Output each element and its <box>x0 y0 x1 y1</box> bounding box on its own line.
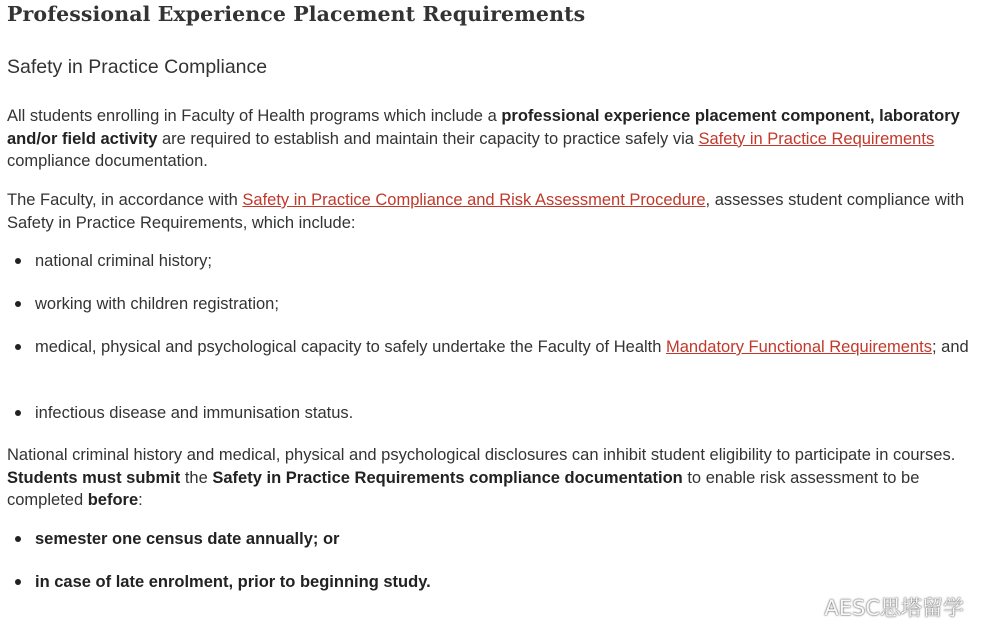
list-item <box>7 402 979 425</box>
list-item-text-1: medical, physical and psychological capacity to safely undertake the Faculty of Health <box>35 338 667 356</box>
bullet-icon <box>15 344 21 350</box>
list-item-text: infectious disease and immunisation status. <box>35 404 354 422</box>
bullet-icon <box>15 258 21 264</box>
wechat-icon <box>778 592 818 622</box>
list-item-text: in case of late enrolment, prior to beginning study. <box>35 573 431 591</box>
bullet-icon <box>15 410 21 416</box>
submission-bold-1: Students must submit <box>7 468 181 487</box>
submission-bold-2: Safety in Practice Requirements compliance documentation <box>212 468 683 487</box>
list-item-text: working with children registration; <box>35 295 279 313</box>
submission-text-3: to enable risk assessment to be completed <box>7 468 920 509</box>
list-item <box>7 250 979 273</box>
intro-paragraph <box>7 105 972 173</box>
submission-text-4: : <box>138 491 143 509</box>
procedure-text-1: The Faculty, in accordance with <box>7 191 243 209</box>
submission-bold-3: before <box>87 491 139 509</box>
watermark <box>778 592 964 622</box>
bullet-icon <box>15 536 21 542</box>
risk-assessment-procedure-link[interactable]: Safety in Practice Compliance and Risk Assessment Procedure <box>242 191 706 209</box>
list-item-text: national criminal history; <box>35 252 212 270</box>
list-item-text <box>35 336 979 359</box>
list-item <box>7 293 979 316</box>
section-heading: Safety in Practice Compliance <box>7 56 268 78</box>
intro-text-2: are required to establish and maintain their capacity to practice safely via <box>157 129 699 148</box>
list-item <box>7 528 979 551</box>
list-item <box>7 336 979 359</box>
procedure-paragraph <box>7 189 972 234</box>
bullet-icon <box>15 579 21 585</box>
bullet-icon <box>15 301 21 307</box>
list-item-text: semester one census date annually; or <box>35 530 340 548</box>
submission-paragraph <box>7 444 972 512</box>
page-title: Professional Experience Placement Requirements <box>7 2 586 26</box>
submission-text-2: the <box>180 468 213 487</box>
watermark-text: AESC思塔留学 <box>824 596 964 620</box>
list-item <box>7 571 979 594</box>
mandatory-functional-requirements-link[interactable]: Mandatory Functional Requirements <box>666 338 932 356</box>
submission-text-1: National criminal history and medical, physical and psychological disclosures can inhibit student eligibility to participate in courses. <box>7 446 956 464</box>
safety-in-practice-requirements-link[interactable]: Safety in Practice Requirements <box>698 129 935 148</box>
list-item-text-2: ; and <box>931 338 969 356</box>
intro-bold-text: professional experience placement component, laboratory and/or field activity <box>7 107 960 148</box>
procedure-text-2: , assesses student compliance with Safety in Practice Requirements, which include: <box>7 191 965 232</box>
intro-text-1: All students enrolling in Faculty of Health programs which include a <box>7 107 502 125</box>
intro-text-3: compliance documentation. <box>7 152 208 170</box>
